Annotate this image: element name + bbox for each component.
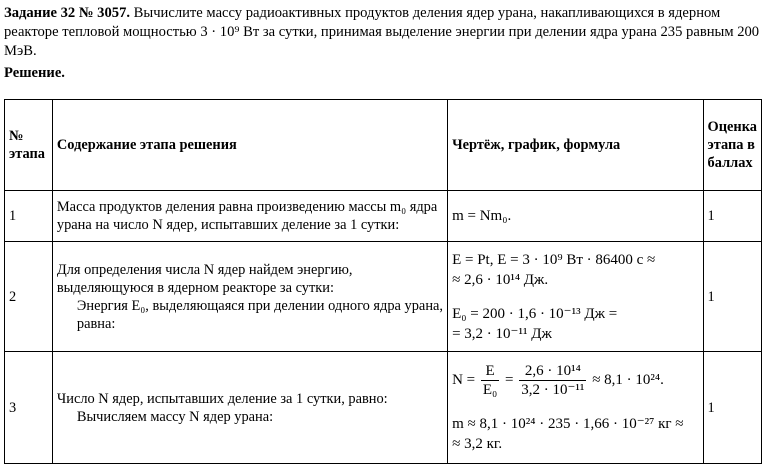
formula-number: N = $\frac{E}{\text{E₀}}$ = $\frac{\text{2,6 · 10¹⁴}}{\text{3,2 · 10⁻¹¹}}$ ≈ 8,1 · 10²⁴. <box>452 363 664 398</box>
fraction-e-over-e0 <box>481 362 499 399</box>
step-content-energy: Для определения числа N ядер найдем энергию, выделяющуюся в ядерном реакторе за сутки: <box>56 261 353 296</box>
fraction-denominator: E₀ <box>482 382 498 398</box>
step-content-number: Число N ядер, испытавших деление за 1 сутки, равно: <box>56 390 388 407</box>
formula-e0-line2: = 3,2 · 10⁻¹¹ Дж <box>452 325 552 342</box>
table-row <box>5 191 762 242</box>
formula-n-lhs: N = <box>452 371 476 388</box>
formula-energy-line2: ≈ 2,6 · 10¹⁴ Дж. <box>452 271 549 288</box>
task-text: Вычислите массу радиоактивных продуктов деления ядер урана, накапливающихся в ядерном реакторе тепловой мощностью 3 · 10⁹ Вт за сутки, принимая выделение энергии при делении ядра урана 235 равным 200 МэВ. <box>4 5 760 59</box>
fraction-numerator: 2,6 · 10¹⁴ <box>519 362 586 381</box>
step-content-mass: Вычисляем массу N ядер урана: <box>76 408 274 425</box>
formula-mass-line2: ≈ 3,2 кг. <box>452 436 503 452</box>
header-score: Оценка этапа в баллах <box>703 100 761 191</box>
step-formula <box>448 191 703 242</box>
formula-n-rhs: ≈ 8,1 · 10²⁴. <box>592 371 664 388</box>
step-formula <box>448 352 703 464</box>
task-statement <box>4 4 764 61</box>
step-formula <box>448 242 703 352</box>
step-score: 1 <box>703 352 761 464</box>
step-number: 3 <box>5 352 53 464</box>
formula-mass-line1: m ≈ 8,1 · 10²⁴ · 235 · 1,66 · 10⁻²⁷ кг ≈ <box>452 416 684 432</box>
step-content: Масса продуктов деления равна произведению массы m₀ ядра урана на число N ядер, испытавших деление за 1 сутки: <box>52 191 447 242</box>
step-content <box>52 352 447 464</box>
step-content-energy-per-nucleus: Энергия E₀, выделяющаяся при делении одного ядра урана, равна: <box>76 297 444 332</box>
formula-energy-line1: E = Pt, E = 3 · 10⁹ Вт · 86400 с ≈ <box>452 251 656 268</box>
step-content <box>52 242 447 352</box>
fraction-denominator: 3,2 · 10⁻¹¹ <box>521 382 585 398</box>
header-step-content: Содержание этапа решения <box>52 100 447 191</box>
step-score: 1 <box>703 242 761 352</box>
table-header-row <box>5 100 762 191</box>
header-formula: Чертёж, график, формула <box>448 100 703 191</box>
fraction-values <box>519 362 586 399</box>
formula-mass: m = Nm₀. <box>452 208 512 224</box>
step-score: 1 <box>703 191 761 242</box>
table-row <box>5 242 762 352</box>
fraction-numerator: E <box>481 362 499 381</box>
solution-label: Решение. <box>4 65 65 81</box>
step-number: 1 <box>5 191 53 242</box>
formula-e0-line1: E₀ = 200 · 1,6 · 10⁻¹³ Дж = <box>452 305 618 322</box>
header-step-number: № этапа <box>5 100 53 191</box>
task-label: Задание 32 № 3057. <box>4 5 131 21</box>
table-row <box>5 352 762 464</box>
solution-table <box>4 99 762 464</box>
step-number: 2 <box>5 242 53 352</box>
